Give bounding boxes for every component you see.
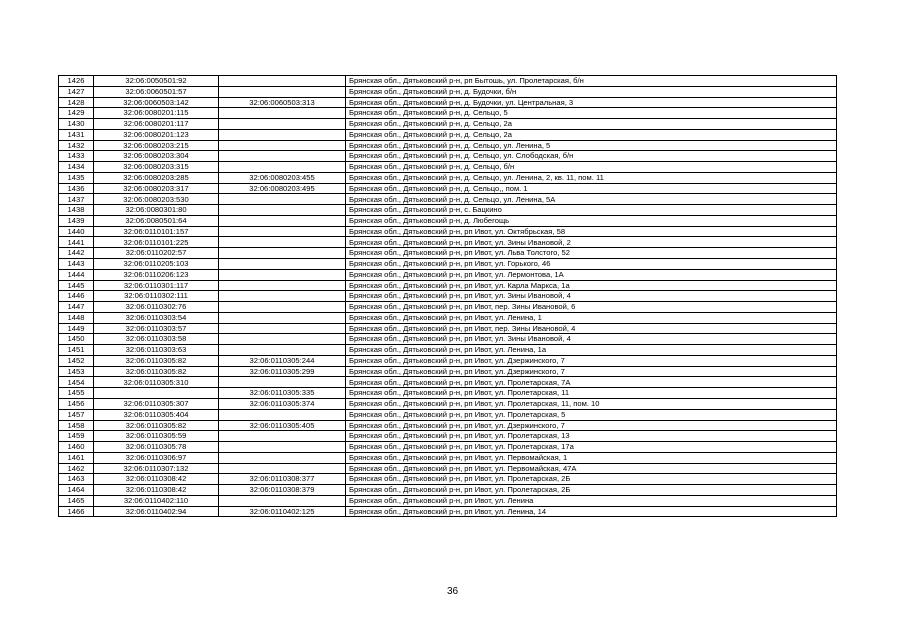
table-row	[59, 312, 837, 323]
address-cell: Брянская обл., Дятьковский р-н, д. Сельцо, ул. Ленина, 5А	[346, 194, 837, 205]
building-cadastral-number-cell	[219, 345, 346, 356]
address-cell: Брянская обл., Дятьковский р-н, рп Ивот, ул. Первомайская, 1	[346, 452, 837, 463]
address-cell: Брянская обл., Дятьковский р-н, рп Ивот, ул. Пролетарская, 11	[346, 388, 837, 399]
building-cadastral-number-cell	[219, 76, 346, 87]
table-row	[59, 76, 837, 87]
address-cell: Брянская обл., Дятьковский р-н, рп Ивот, ул. Зины Ивановой, 4	[346, 291, 837, 302]
land-cadastral-number-cell: 32:06:0110303:63	[94, 345, 219, 356]
building-cadastral-number-cell	[219, 495, 346, 506]
land-cadastral-number-cell: 32:06:0110303:54	[94, 312, 219, 323]
row-number-cell: 1462	[59, 463, 94, 474]
building-cadastral-number-cell	[219, 323, 346, 334]
row-number-cell: 1426	[59, 76, 94, 87]
table-row	[59, 388, 837, 399]
building-cadastral-number-cell	[219, 151, 346, 162]
table-row	[59, 291, 837, 302]
building-cadastral-number-cell: 32:06:0110305:335	[219, 388, 346, 399]
building-cadastral-number-cell	[219, 119, 346, 130]
land-cadastral-number-cell: 32:06:0110305:82	[94, 366, 219, 377]
table-row	[59, 431, 837, 442]
address-cell: Брянская обл., Дятьковский р-н, рп Ивот, ул. Зины Ивановой, 4	[346, 334, 837, 345]
address-cell: Брянская обл., Дятьковский р-н, д. Сельцо, ул. Ленина, 5	[346, 140, 837, 151]
address-cell: Брянская обл., Дятьковский р-н, рп Бытошь, ул. Пролетарская, б/н	[346, 76, 837, 87]
row-number-cell: 1437	[59, 194, 94, 205]
land-cadastral-number-cell: 32:06:0080201:123	[94, 129, 219, 140]
address-cell: Брянская обл., Дятьковский р-н, рп Ивот, ул. Пролетарская, 5	[346, 409, 837, 420]
row-number-cell: 1453	[59, 366, 94, 377]
land-cadastral-number-cell: 32:06:0110302:76	[94, 302, 219, 313]
table-row	[59, 355, 837, 366]
address-cell: Брянская обл., Дятьковский р-н, рп Ивот, ул. Карла Маркса, 1а	[346, 280, 837, 291]
building-cadastral-number-cell: 32:06:0110308:379	[219, 485, 346, 496]
row-number-cell: 1449	[59, 323, 94, 334]
land-cadastral-number-cell: 32:06:0080201:115	[94, 108, 219, 119]
row-number-cell: 1443	[59, 259, 94, 270]
row-number-cell: 1452	[59, 355, 94, 366]
row-number-cell: 1429	[59, 108, 94, 119]
table-row	[59, 323, 837, 334]
table-row	[59, 183, 837, 194]
table-row	[59, 463, 837, 474]
land-cadastral-number-cell: 32:06:0080301:80	[94, 205, 219, 216]
land-cadastral-number-cell: 32:06:0110402:110	[94, 495, 219, 506]
row-number-cell: 1456	[59, 398, 94, 409]
address-cell: Брянская обл., Дятьковский р-н, рп Ивот, ул. Дзержинского, 7	[346, 366, 837, 377]
row-number-cell: 1435	[59, 172, 94, 183]
address-cell: Брянская обл., Дятьковский р-н, рп Ивот, ул. Пролетарская, 11, пом. 10	[346, 398, 837, 409]
table-row	[59, 119, 837, 130]
building-cadastral-number-cell	[219, 162, 346, 173]
land-cadastral-number-cell: 32:06:0110305:78	[94, 442, 219, 453]
row-number-cell: 1457	[59, 409, 94, 420]
table-row	[59, 409, 837, 420]
cadastral-table	[58, 75, 837, 517]
land-cadastral-number-cell: 32:06:0110302:111	[94, 291, 219, 302]
table-row	[59, 495, 837, 506]
table-row	[59, 442, 837, 453]
address-cell: Брянская обл., Дятьковский р-н, рп Ивот, ул. Ленина, 1а	[346, 345, 837, 356]
land-cadastral-number-cell: 32:06:0060501:57	[94, 86, 219, 97]
row-number-cell: 1460	[59, 442, 94, 453]
land-cadastral-number-cell: 32:06:0110305:310	[94, 377, 219, 388]
table-row	[59, 172, 837, 183]
table-row	[59, 452, 837, 463]
land-cadastral-number-cell: 32:06:0110305:82	[94, 355, 219, 366]
table-row	[59, 162, 837, 173]
row-number-cell: 1447	[59, 302, 94, 313]
building-cadastral-number-cell	[219, 291, 346, 302]
address-cell: Брянская обл., Дятьковский р-н, рп Ивот, пер. Зины Ивановой, 6	[346, 302, 837, 313]
building-cadastral-number-cell	[219, 259, 346, 270]
row-number-cell: 1441	[59, 237, 94, 248]
row-number-cell: 1440	[59, 226, 94, 237]
building-cadastral-number-cell	[219, 86, 346, 97]
address-cell: Брянская обл., Дятьковский р-н, рп Ивот, ул. Первомайская, 47А	[346, 463, 837, 474]
land-cadastral-number-cell: 32:06:0080203:285	[94, 172, 219, 183]
land-cadastral-number-cell: 32:06:0110101:157	[94, 226, 219, 237]
table-row	[59, 237, 837, 248]
land-cadastral-number-cell: 32:06:0050501:92	[94, 76, 219, 87]
row-number-cell: 1432	[59, 140, 94, 151]
building-cadastral-number-cell	[219, 431, 346, 442]
table-row	[59, 215, 837, 226]
building-cadastral-number-cell	[219, 442, 346, 453]
table-row	[59, 226, 837, 237]
land-cadastral-number-cell: 32:06:0110205:103	[94, 259, 219, 270]
address-cell: Брянская обл., Дятьковский р-н, рп Ивот, пер. Зины Ивановой, 4	[346, 323, 837, 334]
land-cadastral-number-cell: 32:06:0110206:123	[94, 269, 219, 280]
table-body	[59, 76, 837, 517]
building-cadastral-number-cell	[219, 108, 346, 119]
address-cell: Брянская обл., Дятьковский р-н, рп Ивот, ул. Пролетарская, 2Б	[346, 474, 837, 485]
address-cell: Брянская обл., Дятьковский р-н, рп Ивот, ул. Пролетарская, 17а	[346, 442, 837, 453]
table-row	[59, 485, 837, 496]
address-cell: Брянская обл., Дятьковский р-н, рп Ивот, ул. Зины Ивановой, 2	[346, 237, 837, 248]
land-cadastral-number-cell: 32:06:0080201:117	[94, 119, 219, 130]
land-cadastral-number-cell: 32:06:0110308:42	[94, 474, 219, 485]
land-cadastral-number-cell: 32:06:0110305:307	[94, 398, 219, 409]
address-cell: Брянская обл., Дятьковский р-н, рп Ивот, ул. Пролетарская, 2Б	[346, 485, 837, 496]
table-row	[59, 248, 837, 259]
building-cadastral-number-cell: 32:06:0110305:405	[219, 420, 346, 431]
table-row	[59, 334, 837, 345]
page-number: 36	[446, 586, 459, 597]
table-row	[59, 398, 837, 409]
land-cadastral-number-cell: 32:06:0110301:117	[94, 280, 219, 291]
row-number-cell: 1442	[59, 248, 94, 259]
address-cell: Брянская обл., Дятьковский р-н, рп Ивот, ул. Дзержинского, 7	[346, 420, 837, 431]
table-row	[59, 259, 837, 270]
address-cell: Брянская обл., Дятьковский р-н, рп Ивот, ул. Пролетарская, 13	[346, 431, 837, 442]
land-cadastral-number-cell: 32:06:0080203:530	[94, 194, 219, 205]
building-cadastral-number-cell: 32:06:0080203:455	[219, 172, 346, 183]
row-number-cell: 1459	[59, 431, 94, 442]
row-number-cell: 1434	[59, 162, 94, 173]
building-cadastral-number-cell	[219, 226, 346, 237]
row-number-cell: 1448	[59, 312, 94, 323]
land-cadastral-number-cell: 32:06:0080501:64	[94, 215, 219, 226]
row-number-cell: 1427	[59, 86, 94, 97]
land-cadastral-number-cell: 32:06:0110202:57	[94, 248, 219, 259]
row-number-cell: 1446	[59, 291, 94, 302]
building-cadastral-number-cell	[219, 140, 346, 151]
table-row	[59, 506, 837, 517]
address-cell: Брянская обл., Дятьковский р-н, рп Ивот, ул. Октябрьская, 58	[346, 226, 837, 237]
address-cell: Брянская обл., Дятьковский р-н, д. Будочки, б/н	[346, 86, 837, 97]
land-cadastral-number-cell: 32:06:0110306:97	[94, 452, 219, 463]
row-number-cell: 1465	[59, 495, 94, 506]
land-cadastral-number-cell	[94, 388, 219, 399]
table-row	[59, 140, 837, 151]
building-cadastral-number-cell: 32:06:0110402:125	[219, 506, 346, 517]
address-cell: Брянская обл., Дятьковский р-н, д. Сельцо, 2а	[346, 119, 837, 130]
row-number-cell: 1445	[59, 280, 94, 291]
building-cadastral-number-cell	[219, 269, 346, 280]
building-cadastral-number-cell: 32:06:0110308:377	[219, 474, 346, 485]
address-cell: Брянская обл., Дятьковский р-н, д. Сельцо, б/н	[346, 162, 837, 173]
building-cadastral-number-cell	[219, 377, 346, 388]
building-cadastral-number-cell	[219, 452, 346, 463]
address-cell: Брянская обл., Дятьковский р-н, рп Ивот, ул. Ленина, 14	[346, 506, 837, 517]
row-number-cell: 1428	[59, 97, 94, 108]
building-cadastral-number-cell	[219, 409, 346, 420]
land-cadastral-number-cell: 32:06:0110307:132	[94, 463, 219, 474]
building-cadastral-number-cell: 32:06:0110305:374	[219, 398, 346, 409]
land-cadastral-number-cell: 32:06:0110305:59	[94, 431, 219, 442]
table-row	[59, 420, 837, 431]
table-row	[59, 86, 837, 97]
address-cell: Брянская обл., Дятьковский р-н, д. Сельцо,, пом. 1	[346, 183, 837, 194]
land-cadastral-number-cell: 32:06:0080203:317	[94, 183, 219, 194]
address-cell: Брянская обл., Дятьковский р-н, рп Ивот, ул. Ленина	[346, 495, 837, 506]
address-cell: Брянская обл., Дятьковский р-н, с. Бацкино	[346, 205, 837, 216]
row-number-cell: 1461	[59, 452, 94, 463]
land-cadastral-number-cell: 32:06:0110303:57	[94, 323, 219, 334]
table-row	[59, 377, 837, 388]
building-cadastral-number-cell	[219, 205, 346, 216]
building-cadastral-number-cell: 32:06:0060503:313	[219, 97, 346, 108]
address-cell: Брянская обл., Дятьковский р-н, рп Ивот, ул. Пролетарская, 7А	[346, 377, 837, 388]
building-cadastral-number-cell	[219, 237, 346, 248]
land-cadastral-number-cell: 32:06:0110303:58	[94, 334, 219, 345]
row-number-cell: 1466	[59, 506, 94, 517]
building-cadastral-number-cell: 32:06:0110305:299	[219, 366, 346, 377]
row-number-cell: 1444	[59, 269, 94, 280]
address-cell: Брянская обл., Дятьковский р-н, д. Будочки, ул. Центральная, 3	[346, 97, 837, 108]
row-number-cell: 1430	[59, 119, 94, 130]
table-row	[59, 151, 837, 162]
address-cell: Брянская обл., Дятьковский р-н, рп Ивот, ул. Ленина, 1	[346, 312, 837, 323]
address-cell: Брянская обл., Дятьковский р-н, д. Сельцо, ул. Слободская, б/н	[346, 151, 837, 162]
address-cell: Брянская обл., Дятьковский р-н, д. Сельцо, 2а	[346, 129, 837, 140]
table-row	[59, 302, 837, 313]
address-cell: Брянская обл., Дятьковский р-н, д. Сельцо, 5	[346, 108, 837, 119]
land-cadastral-number-cell: 32:06:0080203:304	[94, 151, 219, 162]
row-number-cell: 1438	[59, 205, 94, 216]
row-number-cell: 1454	[59, 377, 94, 388]
building-cadastral-number-cell: 32:06:0080203:495	[219, 183, 346, 194]
row-number-cell: 1439	[59, 215, 94, 226]
table-row	[59, 366, 837, 377]
building-cadastral-number-cell	[219, 129, 346, 140]
building-cadastral-number-cell	[219, 215, 346, 226]
row-number-cell: 1436	[59, 183, 94, 194]
land-cadastral-number-cell: 32:06:0110305:82	[94, 420, 219, 431]
land-cadastral-number-cell: 32:06:0110305:404	[94, 409, 219, 420]
address-cell: Брянская обл., Дятьковский р-н, рп Ивот, ул. Льва Толстого, 52	[346, 248, 837, 259]
land-cadastral-number-cell: 32:06:0080203:215	[94, 140, 219, 151]
address-cell: Брянская обл., Дятьковский р-н, рп Ивот, ул. Дзержинского, 7	[346, 355, 837, 366]
row-number-cell: 1451	[59, 345, 94, 356]
land-cadastral-number-cell: 32:06:0110101:225	[94, 237, 219, 248]
land-cadastral-number-cell: 32:06:0110308:42	[94, 485, 219, 496]
building-cadastral-number-cell	[219, 334, 346, 345]
address-cell: Брянская обл., Дятьковский р-н, рп Ивот, ул. Горького, 46	[346, 259, 837, 270]
row-number-cell: 1455	[59, 388, 94, 399]
table-row	[59, 108, 837, 119]
table-row	[59, 129, 837, 140]
building-cadastral-number-cell	[219, 312, 346, 323]
row-number-cell: 1433	[59, 151, 94, 162]
address-cell: Брянская обл., Дятьковский р-н, рп Ивот, ул. Лермонтова, 1А	[346, 269, 837, 280]
address-cell: Брянская обл., Дятьковский р-н, д. Сельцо, ул. Ленина, 2, кв. 11, пом. 11	[346, 172, 837, 183]
land-cadastral-number-cell: 32:06:0110402:94	[94, 506, 219, 517]
table-row	[59, 194, 837, 205]
table-row	[59, 345, 837, 356]
row-number-cell: 1431	[59, 129, 94, 140]
land-cadastral-number-cell: 32:06:0080203:315	[94, 162, 219, 173]
building-cadastral-number-cell: 32:06:0110305:244	[219, 355, 346, 366]
building-cadastral-number-cell	[219, 302, 346, 313]
building-cadastral-number-cell	[219, 280, 346, 291]
address-cell: Брянская обл., Дятьковский р-н, д. Любегощь	[346, 215, 837, 226]
row-number-cell: 1450	[59, 334, 94, 345]
building-cadastral-number-cell	[219, 463, 346, 474]
building-cadastral-number-cell	[219, 248, 346, 259]
building-cadastral-number-cell	[219, 194, 346, 205]
land-cadastral-number-cell: 32:06:0060503:142	[94, 97, 219, 108]
row-number-cell: 1463	[59, 474, 94, 485]
table-row	[59, 97, 837, 108]
table-row	[59, 280, 837, 291]
row-number-cell: 1458	[59, 420, 94, 431]
table-row	[59, 269, 837, 280]
table-row	[59, 205, 837, 216]
row-number-cell: 1464	[59, 485, 94, 496]
table-row	[59, 474, 837, 485]
